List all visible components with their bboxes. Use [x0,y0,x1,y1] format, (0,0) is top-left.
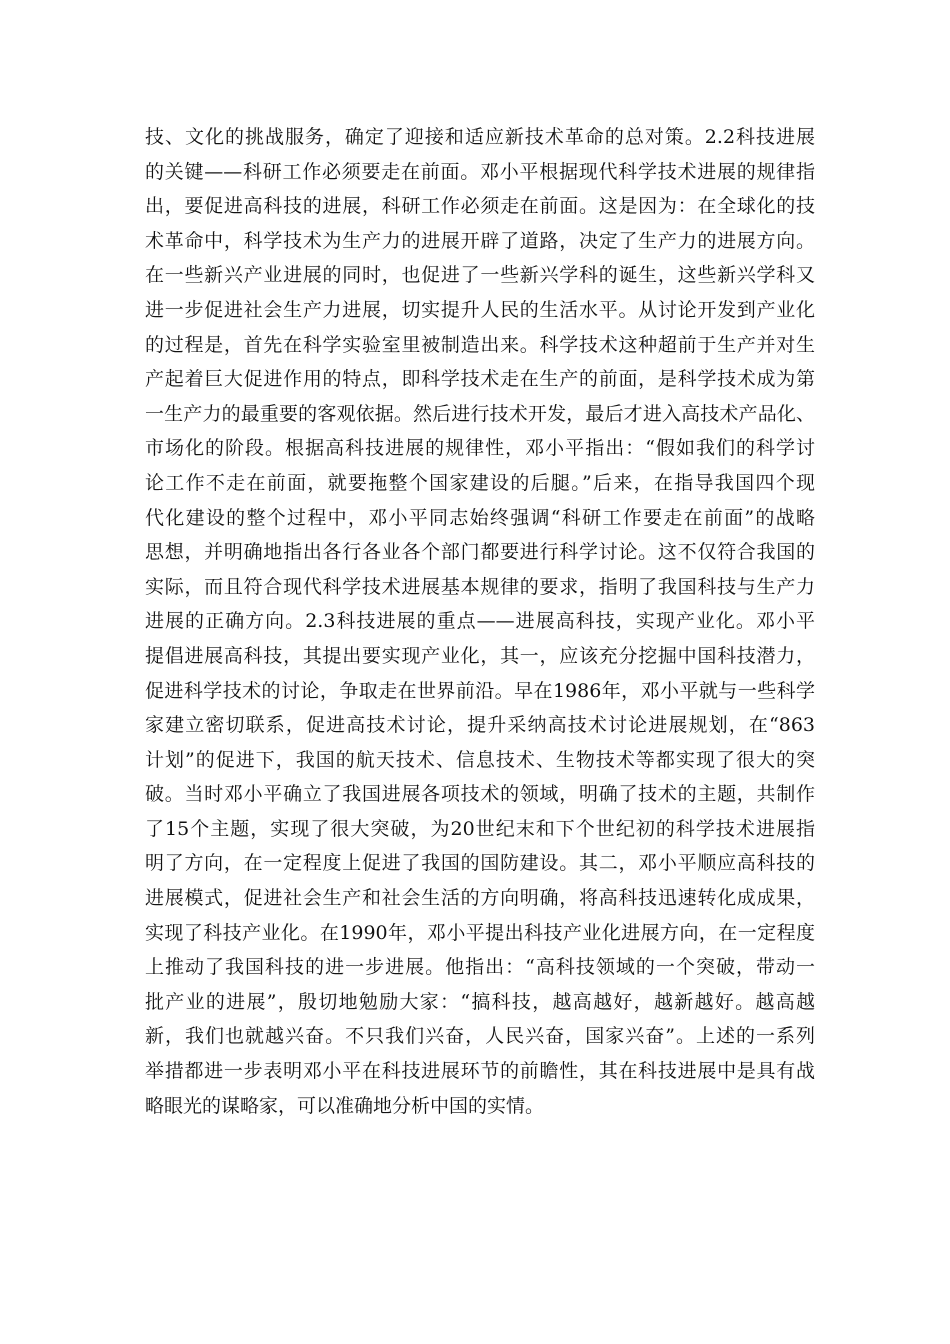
text-line: 新，我们也就越兴奋。不只我们兴奋，人民兴奋，国家兴奋”。上述的一系列 [145,1025,815,1048]
text-line: 了15个主题，实现了很大突破，为20世纪末和下个世纪初的科学技术进展指 [145,817,815,840]
text-line: 破。当时邓小平确立了我国进展各项技术的领域，明确了技术的主题，共制作 [145,783,815,806]
text-line: 代化建设的整个过程中，邓小平同志始终强调“科研工作要走在前面”的战略 [145,506,815,529]
text-line: 进展模式，促进社会生产和社会生活的方向明确，将高科技迅速转化成成果， [145,887,815,910]
body-paragraph [145,120,815,1123]
text-line-last: 略眼光的谋略家，可以准确地分析中国的实情。 [145,1094,545,1117]
text-line: 思想，并明确地指出各行各业各个部门都要进行科学讨论。这不仅符合我国的 [145,541,815,564]
text-line: 进展的正确方向。2.3科技进展的重点——进展高科技，实现产业化。邓小平 [145,610,815,633]
text-line: 术革命中，科学技术为生产力的进展开辟了道路，决定了生产力的进展方向。 [145,229,815,252]
text-line: 上推动了我国科技的进一步进展。他指出：“高科技领域的一个突破，带动一 [145,956,815,979]
text-line: 实现了科技产业化。在1990年，邓小平提出科技产业化进展方向，在一定程度 [145,921,815,944]
text-line: 论工作不走在前面，就要拖整个国家建设的后腿。”后来，在指导我国四个现 [145,471,815,494]
text-line: 的过程是，首先在科学实验室里被制造出来。科学技术这种超前于生产并对生 [145,333,815,356]
text-line: 提倡进展高科技，其提出要实现产业化，其一，应该充分挖掘中国科技潜力， [145,644,815,667]
text-line: 产起着巨大促进作用的特点，即科学技术走在生产的前面，是科学技术成为第 [145,368,815,391]
text-line: 技、文化的挑战服务，确定了迎接和适应新技术革命的总对策。2.2科技进展 [145,126,815,148]
text-line: 举措都进一步表明邓小平在科技进展环节的前瞻性，其在科技进展中是具有战 [145,1060,815,1083]
text-line: 计划”的促进下，我国的航天技术、信息技术、生物技术等都实现了很大的突 [145,748,815,771]
text-line: 出，要促进高科技的进展，科研工作必须走在前面。这是因为：在全球化的技 [145,195,815,218]
text-line: 市场化的阶段。根据高科技进展的规律性，邓小平指出：“假如我们的科学讨 [145,437,815,460]
text-line: 的关键——科研工作必须要走在前面。邓小平根据现代科学技术进展的规律指 [145,160,815,183]
text-line: 一生产力的最重要的客观依据。然后进行技术开发，最后才进入高技术产品化、 [145,402,815,425]
text-line: 明了方向，在一定程度上促进了我国的国防建设。其二，邓小平顺应高科技的 [145,852,815,875]
text-line: 在一些新兴产业进展的同时，也促进了一些新兴学科的诞生，这些新兴学科又 [145,264,815,287]
text-line: 家建立密切联系，促进高技术讨论，提升采纳高技术讨论进展规划，在“863 [145,714,815,737]
text-line: 实际，而且符合现代科学技术进展基本规律的要求，指明了我国科技与生产力 [145,575,815,598]
text-line: 批产业的进展”，殷切地勉励大家：“搞科技，越高越好，越新越好。越高越 [145,990,815,1013]
text-line: 进一步促进社会生产力进展，切实提升人民的生活水平。从讨论开发到产业化 [145,298,815,321]
text-line: 促进科学技术的讨论，争取走在世界前沿。早在1986年，邓小平就与一些科学 [145,679,815,702]
